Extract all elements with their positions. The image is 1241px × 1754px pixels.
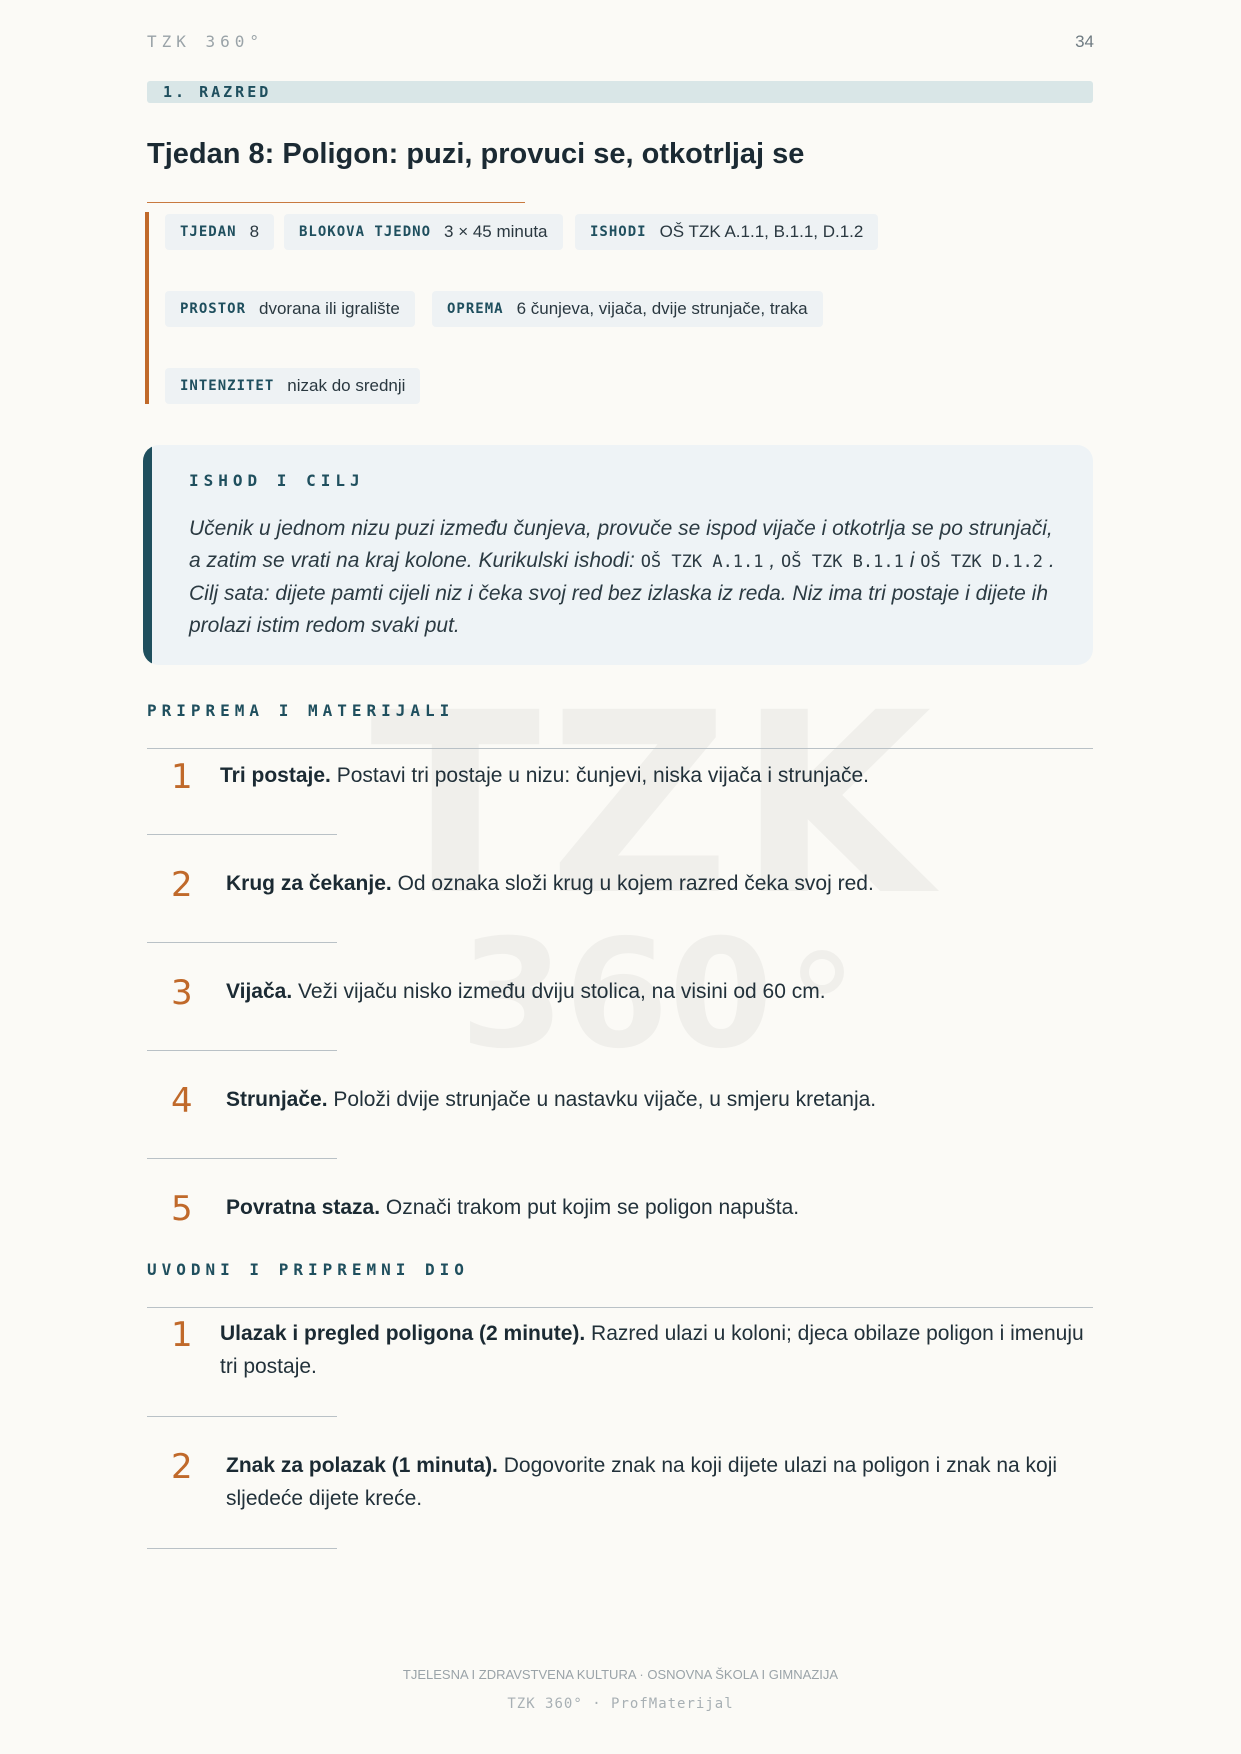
header-brand: TZK 360° — [147, 32, 265, 51]
step-number: 2 — [171, 1447, 193, 1487]
meta-chip-blocks — [284, 214, 563, 250]
item-rule — [147, 1416, 337, 1417]
step-number: 2 — [171, 865, 193, 905]
meta-chip-outcomes — [575, 214, 878, 250]
list-item: Strunjače. Položi dvije strunjače u nastavku vijače, u smjeru kretanja. — [226, 1088, 877, 1111]
item-rule — [147, 834, 337, 835]
footer-brand: TZK 360° · ProfMaterijal — [507, 1696, 734, 1712]
list-item: Povratna staza. Označi trakom put kojim se poligon napušta. — [226, 1196, 800, 1219]
meta-chip-week — [165, 214, 274, 250]
list-item: Krug za čekanje. Od oznaka složi krug u kojem razred čeka svoj red. — [226, 872, 874, 895]
outcome-code: OŠ TZK D.1.2 — [920, 552, 1044, 572]
grade-banner — [147, 81, 1093, 103]
meta-value: nizak do srednji — [287, 376, 406, 395]
item-rule — [147, 942, 337, 943]
outcome-code: OŠ TZK B.1.1 — [781, 552, 904, 572]
meta-key: TJEDAN — [180, 224, 237, 240]
meta-value: OŠ TZK A.1.1, B.1.1, D.1.2 — [659, 222, 864, 241]
item-rule — [147, 1548, 337, 1549]
item-rule — [147, 1158, 337, 1159]
list-item: Vijača. Veži vijaču nisko između dviju stolica, na visini od 60 cm. — [226, 980, 826, 1003]
meta-accent-bar — [145, 212, 149, 404]
step-number: 1 — [171, 757, 193, 797]
list-item: Znak za polazak (1 minuta). Dogovorite znak na koji dijete ulazi na poligon i znak na koji sljedeće dijete kreće. — [226, 1454, 1058, 1510]
step-number: 1 — [171, 1315, 193, 1355]
step-number: 4 — [171, 1081, 193, 1121]
grade-label: 1. RAZRED — [163, 83, 272, 101]
goal-text: Učenik u jednom nizu puzi između čunjeva, provuče se ispod vijače i otkotrlja se po strunjači, a zatim se vrati na kraj kolone. Kurikulski ishodi: OŠ TZK A.1.1 , OŠ TZK B.1.1 i OŠ TZK D.1.2 . Cilj sata: dijete pamti cijeli niz i čeka svoj red bez izlaska iz reda. Niz ima tri postaje i dijete ih prolazi istim redom svaki put. — [189, 517, 1055, 637]
page-title: Tjedan 8: Poligon: puzi, provuci se, otkotrljaj se — [147, 138, 805, 170]
meta-value: 3 × 45 minuta — [444, 222, 548, 241]
list-item: Tri postaje. Postavi tri postaje u nizu: čunjevi, niska vijača i strunjače. — [220, 764, 869, 787]
meta-key: INTENZITET — [180, 378, 275, 394]
step-number: 3 — [171, 973, 193, 1013]
meta-chip-space — [165, 291, 415, 327]
meta-key: BLOKOVA TJEDNO — [299, 224, 432, 240]
meta-chip-equipment — [432, 291, 823, 327]
meta-value: dvorana ili igralište — [259, 299, 400, 318]
section-rule — [147, 748, 1093, 749]
item-rule — [147, 1050, 337, 1051]
page-number: 34 — [1075, 32, 1094, 51]
meta-value: 6 čunjeva, vijača, dvije strunjače, traka — [516, 299, 808, 318]
goal-accent-bar — [143, 445, 152, 665]
outcome-code: OŠ TZK A.1.1 — [640, 552, 764, 572]
footer-subject: TJELESNA I ZDRAVSTVENA KULTURA · OSNOVNA ŠKOLA I GIMNAZIJA — [402, 1667, 839, 1682]
meta-value: 8 — [249, 222, 260, 241]
goal-label: ISHOD I CILJ — [189, 471, 365, 490]
goal-callout — [143, 445, 1093, 665]
step-number: 5 — [171, 1189, 193, 1229]
list-item: Ulazak i pregled poligona (2 minute). Razred ulazi u koloni; djeca obilaze poligon i imenuju tri postaje. — [220, 1322, 1084, 1378]
meta-key: PROSTOR — [180, 301, 247, 317]
meta-key: ISHODI — [590, 224, 647, 240]
section-heading-introduction: UVODNI I PRIPREMNI DIO — [147, 1260, 469, 1279]
meta-key: OPREMA — [447, 301, 504, 317]
meta-chip-intensity — [165, 368, 420, 404]
section-rule — [147, 1307, 1093, 1308]
section-heading-preparation: PRIPREMA I MATERIJALI — [147, 701, 455, 720]
title-underline — [147, 202, 525, 203]
